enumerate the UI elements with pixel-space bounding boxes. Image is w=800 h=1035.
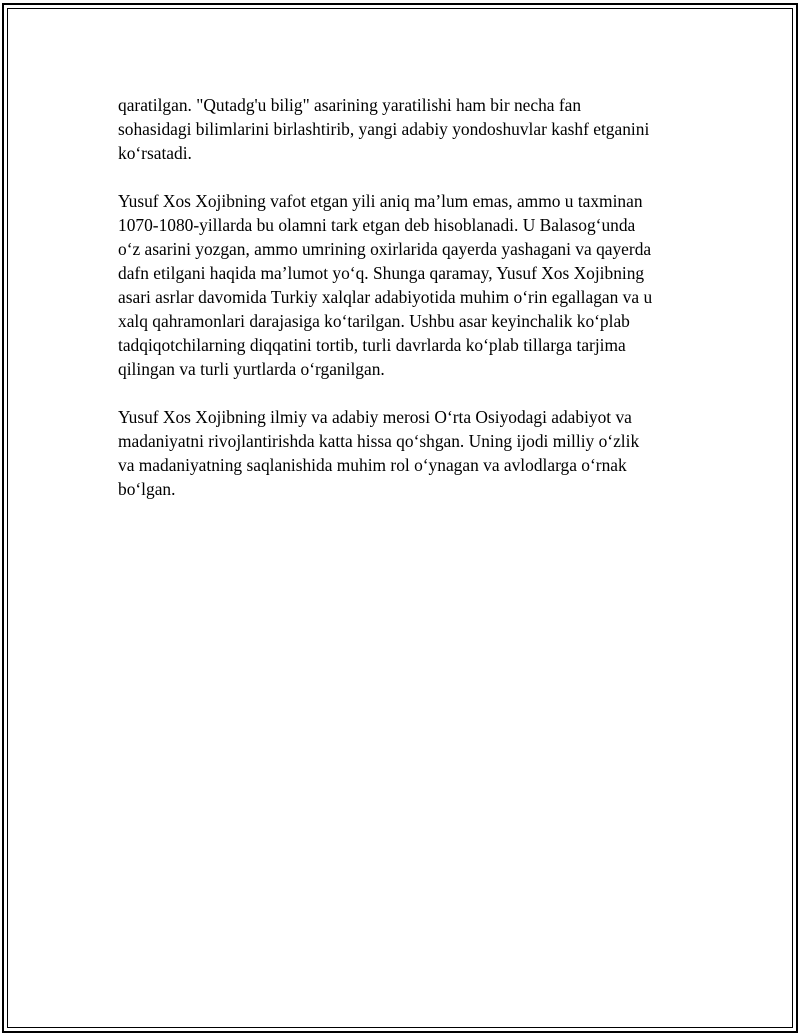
text-line: tadqiqotchilarning diqqatini tortib, turli davrlarda ko‘plab tillarga tarjima	[118, 335, 626, 355]
paragraph-3	[118, 405, 698, 501]
text-line: o‘z asarini yozgan, ammo umrining oxirlarida qayerda yashagani va qayerda	[118, 239, 652, 259]
text-line: ko‘rsatadi.	[118, 143, 192, 163]
paragraph-1	[118, 93, 698, 165]
document-body	[118, 93, 698, 525]
text-line: xalq qahramonlari darajasiga ko‘tarilgan. Ushbu asar keyinchalik ko‘plab	[118, 311, 630, 331]
text-line: qaratilgan. "Qutadg'u bilig" asarining yaratilishi ham bir necha fan	[118, 95, 582, 115]
text-line: va madaniyatning saqlanishida muhim rol o‘ynagan va avlodlarga o‘rnak	[118, 455, 627, 475]
text-line: qilingan va turli yurtlarda o‘rganilgan.	[118, 359, 385, 379]
text-line: bo‘lgan.	[118, 479, 176, 499]
text-line: dafn etilgani haqida ma’lumot yo‘q. Shunga qaramay, Yusuf Xos Xojibning	[118, 263, 645, 283]
paragraph-2	[118, 189, 698, 381]
text-line: madaniyatni rivojlantirishda katta hissa qo‘shgan. Uning ijodi milliy o‘zlik	[118, 431, 640, 451]
text-line: sohasidagi bilimlarini birlashtirib, yangi adabiy yondoshuvlar kashf etganini	[118, 119, 650, 139]
text-line: asari asrlar davomida Turkiy xalqlar adabiyotida muhim o‘rin egallagan va u	[118, 287, 653, 307]
text-line: Yusuf Xos Xojibning ilmiy va adabiy merosi O‘rta Osiyodagi adabiyot va	[118, 407, 632, 427]
text-line: Yusuf Xos Xojibning vafot etgan yili aniq ma’lum emas, ammo u taxminan	[118, 191, 643, 211]
text-line: 1070-1080-yillarda bu olamni tark etgan deb hisoblanadi. U Balasog‘unda	[118, 215, 636, 235]
